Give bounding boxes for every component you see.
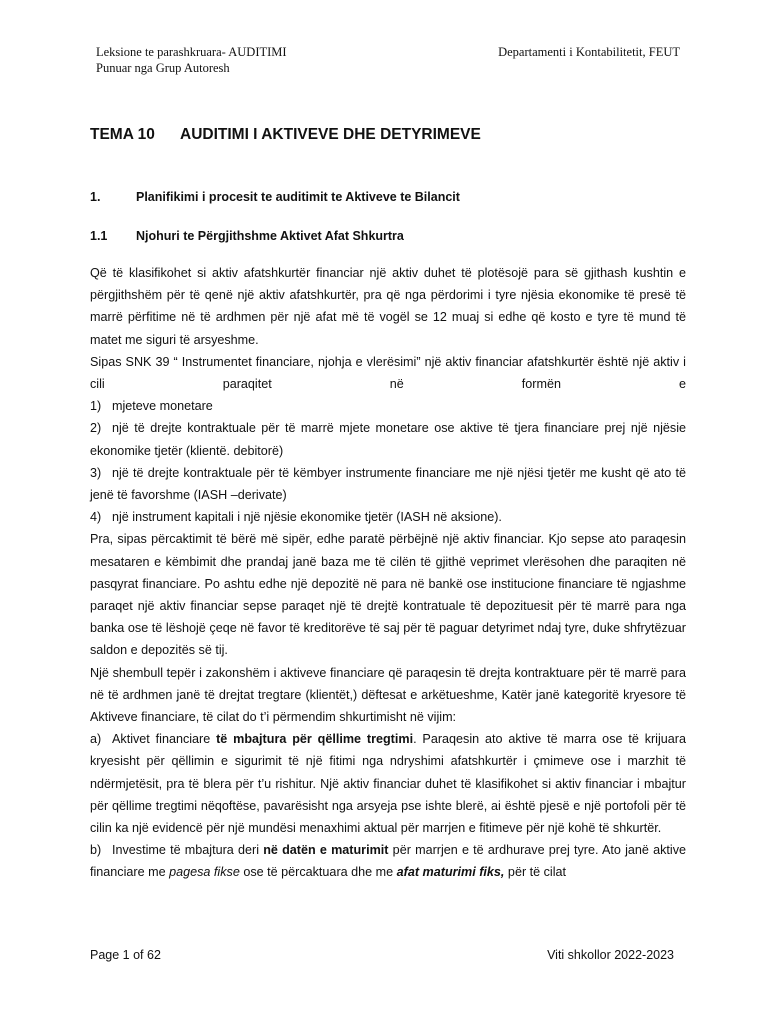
category-b-text-3: për të cilat	[504, 865, 567, 880]
paragraph-money: Pra, sipas përcaktimit të bërë më sipër, edhe paratë përbëjnë një aktiv financiar. Kjo sepse ato paraqesin mesataren e këmbimit dhe prandaj janë baza me të cilën të gjithë veprimet vlerësohen dhe paraqiten në pasqyrat financiare. Po ashtu edhe një depozitë në para në bankë ose institucione financiare të ngjashme paraqet një aktiv financiar sepse paraqet një të drejtë kontratuale të depozituesit për të marrë para nga banka ose të lëshojë çeqe në favor të kreditorëve të saj për të paguar detyrimet ndaj tyre, duke shfrytëzuar saldon e depozitës së tij.	[90, 532, 686, 658]
section-1-1-number: 1.1	[90, 229, 108, 243]
category-b-number: b)	[90, 843, 102, 858]
header-department: Departamenti i Kontabilitetit, FEUT	[498, 45, 680, 59]
paragraph-categories: Një shembull tepër i zakonshëm i aktiveve financiare që paraqesin të drejta kontraktuare për të marrë para në të ardhmen janë të drejtat tregtare (klientët,) dëftesat e arkëtueshme, Katër janë kategoritë kryesore të Aktiveve financiare, të cilat do t’i përmendim shkurtimisht në vijim:	[90, 665, 686, 725]
header-authors: Punuar nga Grup Autoresh	[96, 61, 230, 75]
category-a	[90, 728, 686, 839]
list-item	[90, 395, 686, 417]
paragraph-intro: Që të klasifikohet si aktiv afatshkurtër financiar një aktiv duhet të plotësojë para së gjithash kushtin e përgjithshëm për të qenë një aktiv afatshkurtër, pra që nga përdorimi i tyre njësia ekonomike të presë të marrë përfitime në të ardhmen për një afat më të vogël se 12 muaj si edhe që kosto e tyre të mund të matet me siguri të arsyeshme.	[90, 266, 686, 347]
category-b-text-1: për marrjen e të ardhurave prej tyre. Ato janë aktive financiare me	[90, 843, 687, 880]
list-item	[90, 462, 686, 506]
category-b-italic: pagesa fikse	[169, 865, 240, 880]
category-b-term: në datën e maturimit	[263, 843, 389, 858]
category-b	[90, 839, 686, 883]
academic-year: Viti shkollor 2022-2023	[547, 948, 674, 962]
category-a-lead: Aktivet financiare	[112, 732, 217, 747]
list-number: 4)	[90, 510, 102, 525]
list-text: një instrument kapitali i një njësie ekonomike tjetër (IASH në aksione).	[112, 510, 502, 525]
list-item	[90, 417, 686, 461]
section-1-1-text: Njohuri te Përgjithshme Aktivet Afat Shkurtra	[136, 229, 404, 243]
list-number: 3)	[90, 465, 102, 480]
title-text: AUDITIMI I AKTIVEVE DHE DETYRIMEVE	[180, 126, 481, 143]
section-heading-1	[90, 190, 460, 204]
section-1-text: Planifikimi i procesit te auditimit te Aktiveve te Bilancit	[136, 190, 460, 204]
section-heading-1-1	[90, 229, 404, 243]
page-number: Page 1 of 62	[90, 948, 161, 962]
header-course: Leksione te parashkruara- AUDITIMI	[96, 45, 287, 59]
body-text	[90, 262, 686, 884]
section-1-number: 1.	[90, 190, 101, 204]
list-text: një të drejte kontraktuale për të marrë mjete monetare ose aktive të tjera financiare prej një njësie ekonomike tjetër (klientë. debitorë)	[90, 421, 686, 458]
list-text: një të drejte kontraktuale për të këmbyer instrumente financiare me një njësi tjetër me kusht që ato të jenë të favorshme (IASH –derivate)	[90, 465, 686, 503]
category-b-bold-italic: afat maturimi fiks,	[396, 865, 505, 880]
title-number: TEMA 10	[90, 126, 155, 143]
list-item	[90, 506, 686, 528]
category-a-number: a)	[90, 732, 102, 747]
page-title	[90, 126, 481, 144]
list-number: 1)	[90, 399, 102, 414]
header-left	[96, 44, 287, 76]
category-b-text-2: ose të përcaktuara dhe me	[239, 865, 397, 880]
category-b-lead: Investime të mbajtura deri	[112, 843, 264, 858]
list-number: 2)	[90, 421, 102, 436]
category-a-text: . Paraqesin ato aktive të marra ose të krijuara kryesisht për qëllimin e sigurimit të një fitimi nga ndryshimi afatshkurtër i çmimeve ose i marzhit të ndërmjetësit, pra të blera për t’u rishitur. Një aktiv financiar duhet të klasifikohet si aktiv financiar i mbajtur për qëllime tregtimi nëqoftëse, pavarësisht nga arsyeja pse ishte blerë, ai është pjesë e një portofoli për të cilin ka një evidencë për një mundësi menaxhimi aktual për marrjen e fitimeve për një kohë të shkurtër.	[90, 732, 686, 836]
category-a-term: të mbajtura për qëllime tregtimi	[216, 732, 414, 747]
list-text: mjeteve monetare	[112, 399, 213, 414]
paragraph-snk39: Sipas SNK 39 “ Instrumentet financiare, njohja e vlerësimi” një aktiv financiar afatshkurtër është një aktiv i cili paraqitet në formën e	[90, 354, 686, 392]
